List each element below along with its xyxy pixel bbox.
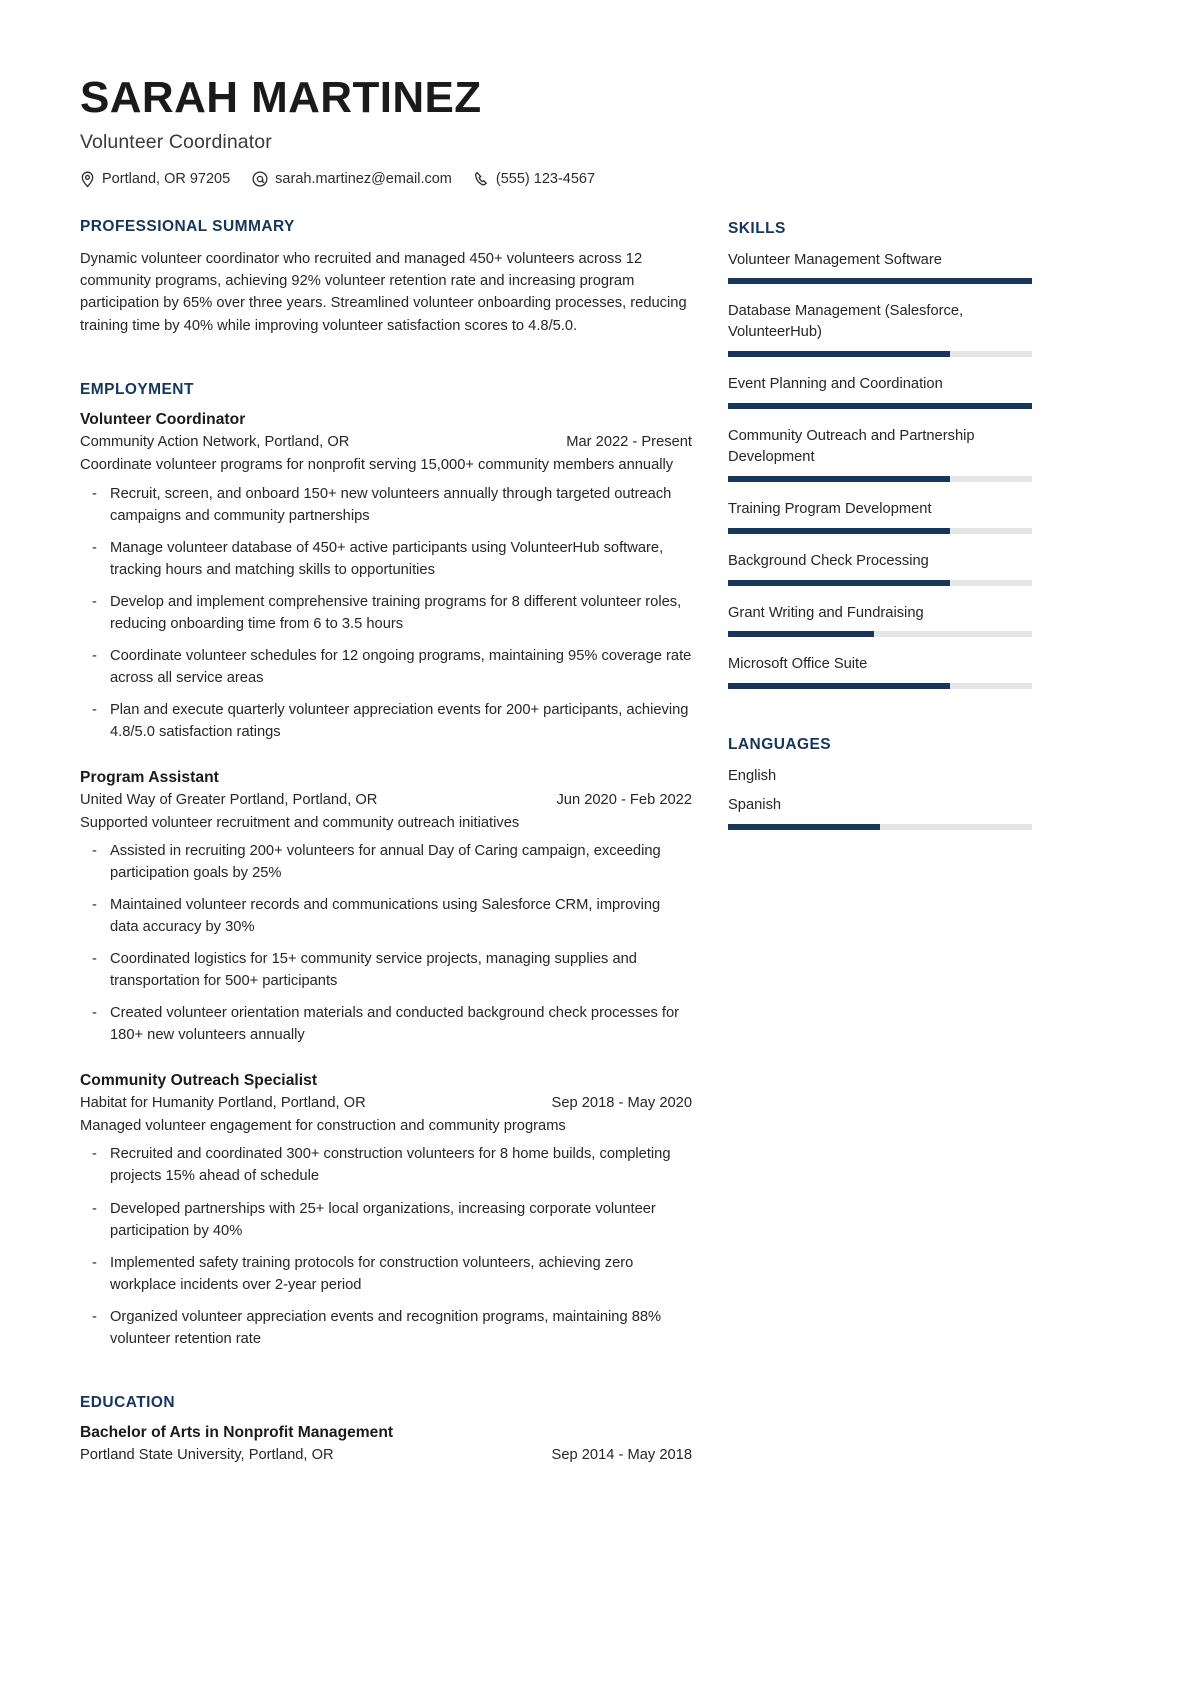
section-title-skills: SKILLS — [728, 219, 786, 237]
contact-location — [80, 171, 230, 188]
employment-dates: Sep 2018 - May 2020 — [551, 1095, 692, 1112]
main-column — [80, 218, 692, 1465]
employment-dates: Mar 2022 - Present — [566, 434, 692, 451]
skill-label: Database Management (Salesforce, VolunteerHub) — [728, 303, 964, 341]
bullet-dash-icon: - — [92, 593, 97, 610]
skill-level-bar — [728, 278, 1032, 284]
employment-description: Supported volunteer recruitment and community outreach initiatives — [80, 814, 520, 831]
bullet-dash-icon: - — [92, 897, 97, 914]
employment-bullet-text: Developed partnerships with 25+ local organizations, increasing corporate volunteer participation by 40% — [110, 1200, 656, 1239]
employment-bullet-text: Recruit, screen, and onboard 150+ new volunteers annually through targeted outreach campaigns and community partnerships — [110, 485, 672, 524]
sidebar-column — [728, 218, 1032, 848]
employment-bullet-text: Recruited and coordinated 300+ construction volunteers for 8 home builds, completing projects 15% ahead of schedule — [110, 1146, 671, 1185]
skill-level-fill — [728, 683, 950, 689]
skill — [728, 551, 1032, 586]
employment-company: Community Action Network, Portland, OR — [80, 434, 350, 451]
employment-list — [80, 411, 692, 1349]
language-label: English — [728, 768, 777, 785]
skill-label: Training Program Development — [728, 500, 932, 517]
skill-level-bar — [728, 403, 1032, 409]
bullet-dash-icon: - — [92, 701, 97, 718]
employment-meta — [80, 1095, 692, 1111]
spacer — [80, 339, 692, 381]
employment-bullet-text: Manage volunteer database of 450+ active participants using VolunteerHub software, tracking hours and matching skills to opportunities — [110, 539, 664, 578]
skill-level-fill — [728, 351, 950, 357]
skill-label: Volunteer Management Software — [728, 251, 942, 268]
employment-bullet — [80, 840, 692, 884]
employment-bullet-text: Develop and implement comprehensive training programs for 8 different volunteer roles, reducing onboarding time from 6 to 3.5 hours — [110, 593, 682, 632]
language — [728, 795, 1032, 830]
resume-header — [80, 74, 1130, 188]
contact-phone-text: (555) 123-4567 — [495, 171, 596, 188]
employment-meta — [80, 792, 692, 808]
skill-level-bar — [728, 528, 1032, 534]
phone-icon — [474, 171, 489, 187]
employment-role: Community Outreach Specialist — [80, 1072, 318, 1090]
employment-bullet-text: Maintained volunteer records and communications using Salesforce CRM, improving data accuracy by 30% — [110, 897, 661, 936]
employment-role: Program Assistant — [80, 768, 219, 786]
section-professional-summary — [80, 218, 692, 338]
bullet-dash-icon: - — [92, 1254, 97, 1271]
language-level-fill — [728, 824, 880, 830]
bullet-dash-icon: - — [92, 1005, 97, 1022]
skill-level-fill — [728, 528, 950, 534]
employment-bullet — [80, 591, 692, 635]
employment-bullet — [80, 645, 692, 689]
education-entry — [80, 1424, 692, 1463]
employment-bullet-list — [80, 483, 692, 743]
employment-dates: Jun 2020 - Feb 2022 — [556, 791, 692, 808]
language-level-bar — [728, 824, 1032, 830]
section-title-education: EDUCATION — [80, 1393, 176, 1411]
employment-entry — [80, 769, 692, 1046]
employment-bullet — [80, 699, 692, 743]
location-pin-icon — [80, 171, 95, 188]
employment-bullet-list — [80, 840, 692, 1046]
language — [728, 766, 1032, 787]
summary-text: Dynamic volunteer coordinator who recruited and managed 450+ volunteers across 12 community programs, achieving 92% volunteer retention rate and increasing program participation by 65% over three years. Streamlined volunteer onboarding processes, reducing training time by 40% while improving volunteer satisfaction scores to 4.8/5.0. — [80, 250, 687, 334]
employment-bullet — [80, 483, 692, 527]
employment-role: Volunteer Coordinator — [80, 411, 246, 429]
employment-bullet — [80, 1198, 692, 1242]
skill-level-bar — [728, 683, 1032, 689]
section-title-summary: PROFESSIONAL SUMMARY — [80, 217, 295, 235]
employment-bullet-text: Organized volunteer appreciation events and recognition programs, maintaining 88% volunteer retention rate — [110, 1308, 662, 1347]
bullet-dash-icon: - — [92, 485, 97, 502]
employment-entry — [80, 1072, 692, 1349]
employment-bullet — [80, 1252, 692, 1296]
employment-company: Habitat for Humanity Portland, Portland, OR — [80, 1095, 366, 1112]
education-school: Portland State University, Portland, OR — [80, 1446, 334, 1463]
employment-bullet — [80, 1002, 692, 1046]
skill-level-fill — [728, 403, 1032, 409]
languages-list — [728, 766, 1032, 830]
skill-label: Event Planning and Coordination — [728, 376, 943, 393]
contact-email-text: sarah.martinez@email.com — [275, 171, 452, 188]
skills-list — [728, 250, 1032, 690]
employment-bullet-text: Created volunteer orientation materials and conducted background check processes for 180+ new volunteers annually — [110, 1005, 680, 1044]
candidate-job-title: Volunteer Coordinator — [80, 130, 272, 153]
skill-level-bar — [728, 631, 1032, 637]
employment-description: Managed volunteer engagement for construction and community programs — [80, 1118, 566, 1135]
section-employment — [80, 381, 692, 1349]
skill — [728, 374, 1032, 409]
contact-email — [252, 171, 452, 187]
skill-level-fill — [728, 278, 1032, 284]
employment-bullet-text: Implemented safety training protocols for construction volunteers, achieving zero workplace incidents over 2-year period — [110, 1254, 634, 1293]
employment-bullet-text: Coordinated logistics for 15+ community service projects, managing supplies and transportation for 500+ participants — [110, 951, 637, 990]
employment-description: Coordinate volunteer programs for nonprofit serving 15,000+ community members annually — [80, 457, 674, 474]
section-education — [80, 1394, 692, 1463]
resume-body — [80, 218, 1130, 1465]
candidate-name: SARAH MARTINEZ — [80, 73, 482, 122]
language-label: Spanish — [728, 797, 782, 814]
education-meta — [80, 1447, 692, 1463]
contact-location-text: Portland, OR 97205 — [102, 171, 231, 188]
skill-level-fill — [728, 631, 874, 637]
employment-bullet — [80, 1143, 692, 1187]
employment-entry — [80, 411, 692, 743]
section-skills — [728, 220, 1032, 690]
employment-company: United Way of Greater Portland, Portland, OR — [80, 791, 378, 808]
employment-bullet — [80, 537, 692, 581]
email-at-icon — [252, 171, 268, 187]
employment-bullet — [80, 894, 692, 938]
skill — [728, 301, 1032, 357]
skill-level-fill — [728, 580, 950, 586]
section-title-employment: EMPLOYMENT — [80, 381, 194, 399]
skill-label: Background Check Processing — [728, 552, 929, 569]
skill-level-bar — [728, 351, 1032, 357]
employment-meta — [80, 434, 692, 450]
skill — [728, 250, 1032, 285]
skill — [728, 654, 1032, 689]
bullet-dash-icon: - — [92, 1200, 97, 1217]
education-list — [80, 1424, 692, 1463]
employment-bullet-list — [80, 1143, 692, 1349]
skill-level-fill — [728, 476, 950, 482]
education-dates: Sep 2014 - May 2018 — [551, 1446, 692, 1463]
bullet-dash-icon: - — [92, 951, 97, 968]
bullet-dash-icon: - — [92, 1308, 97, 1325]
skill-label: Microsoft Office Suite — [728, 656, 868, 673]
education-degree: Bachelor of Arts in Nonprofit Management — [80, 1423, 394, 1441]
employment-bullet — [80, 1306, 692, 1350]
skill — [728, 603, 1032, 638]
section-languages — [728, 736, 1032, 830]
skill-label: Community Outreach and Partnership Development — [728, 428, 975, 465]
skill-level-bar — [728, 476, 1032, 482]
bullet-dash-icon: - — [92, 647, 97, 664]
employment-bullet-text: Plan and execute quarterly volunteer appreciation events for 200+ participants, achieving 4.8/5.0 satisfaction ratings — [110, 701, 689, 740]
skill — [728, 499, 1032, 534]
bullet-dash-icon: - — [92, 843, 97, 860]
skill-level-bar — [728, 580, 1032, 586]
skill-label: Grant Writing and Fundraising — [728, 604, 924, 621]
employment-bullet-text: Assisted in recruiting 200+ volunteers for annual Day of Caring campaign, exceeding participation goals by 25% — [110, 843, 661, 882]
contact-phone — [474, 171, 595, 187]
contact-row — [80, 171, 1130, 188]
bullet-dash-icon: - — [92, 539, 97, 556]
skill — [728, 426, 1032, 482]
employment-bullet-text: Coordinate volunteer schedules for 12 ongoing programs, maintaining 95% coverage rate across all service areas — [110, 647, 692, 686]
bullet-dash-icon: - — [92, 1146, 97, 1163]
section-title-languages: LANGUAGES — [728, 736, 832, 754]
employment-bullet — [80, 948, 692, 992]
